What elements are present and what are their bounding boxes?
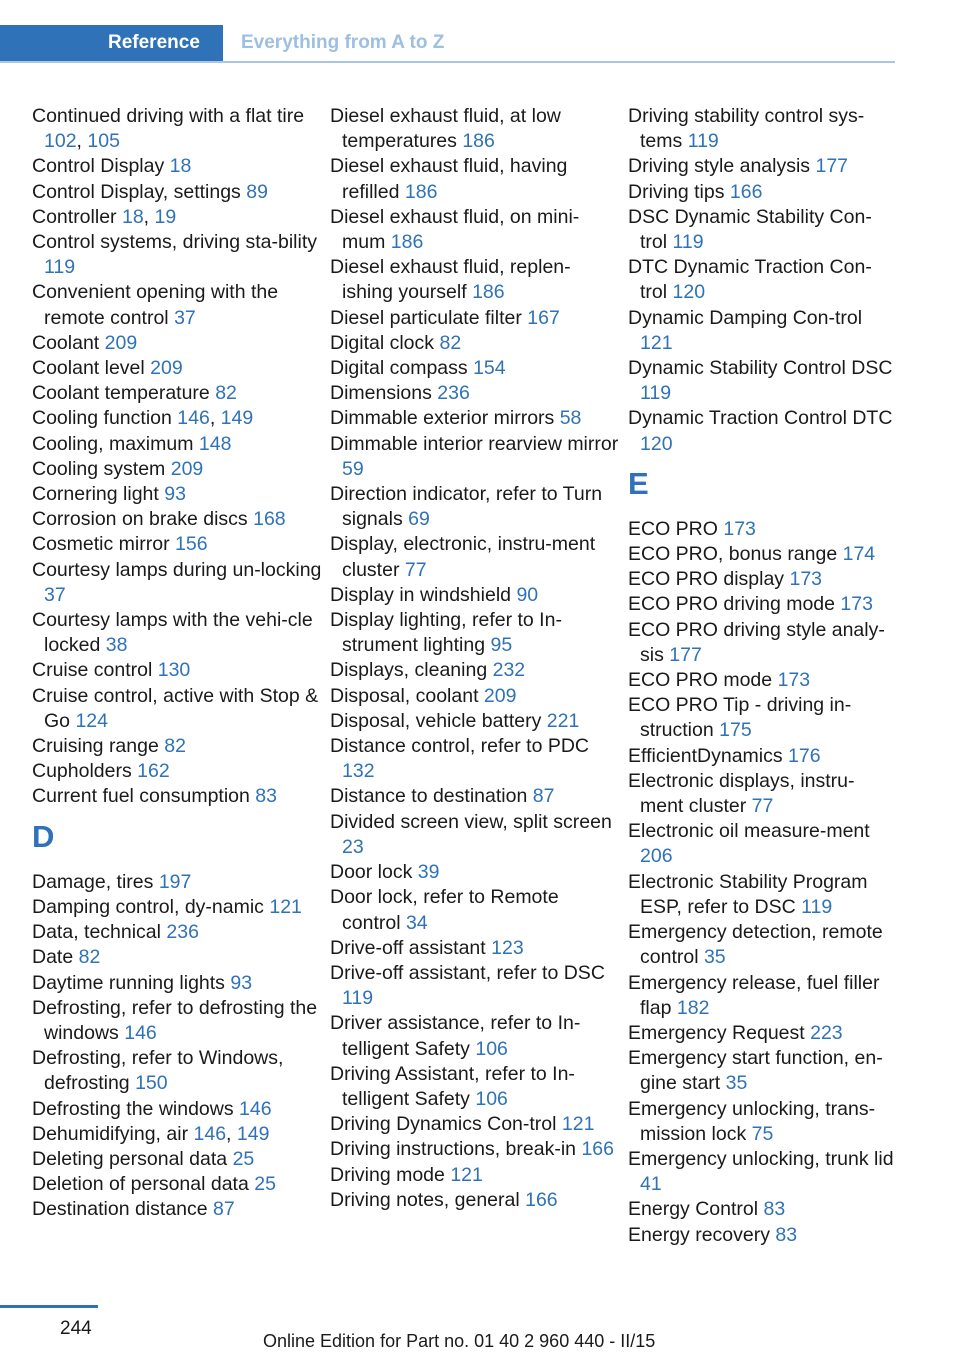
index-term: Damping control, dy-namic: [32, 895, 264, 918]
index-entry: [32, 971, 322, 996]
index-term: ECO PRO mode: [628, 669, 773, 692]
page-reference-link[interactable]: 236: [166, 921, 199, 944]
page-reference-link[interactable]: 177: [669, 643, 702, 666]
index-letter-heading: D: [32, 818, 55, 854]
index-term: Distance to destination: [330, 785, 528, 808]
index-term: Cooling, maximum: [32, 432, 194, 455]
index-term: Door lock: [330, 861, 413, 884]
index-entry: [628, 1223, 896, 1248]
page-reference-link[interactable]: 149: [220, 407, 254, 430]
index-entry: Dehumidifying, air 146, 149: [32, 1122, 270, 1145]
index-entry: [628, 205, 896, 255]
index-entry: [32, 1172, 322, 1197]
page-reference-link[interactable]: 18: [169, 155, 192, 178]
page-reference-link[interactable]: 166: [729, 180, 763, 203]
index-entry: [330, 205, 620, 255]
index-entry: [330, 709, 620, 734]
page-reference-link[interactable]: 39: [417, 861, 440, 884]
index-column-1: [32, 104, 322, 1223]
page-reference-link[interactable]: 119: [687, 130, 719, 153]
page-reference-link[interactable]: 41: [640, 1173, 662, 1196]
index-term: Cupholders: [32, 760, 132, 783]
index-term: ECO PRO display: [628, 568, 785, 591]
page-reference-link[interactable]: 18: [121, 205, 144, 228]
index-entry: [32, 1197, 322, 1222]
page-reference-link[interactable]: 90: [516, 583, 539, 606]
index-term: Driver assistance, refer to In-telligent Safety: [330, 1012, 581, 1060]
index-entry: [32, 432, 322, 457]
page-reference-link[interactable]: 146: [177, 407, 210, 430]
index-entry: [628, 693, 896, 743]
index-term: Control Display: [32, 155, 165, 178]
index-entry: [628, 1021, 896, 1046]
index-term: Dimmable exterior mirrors: [330, 407, 555, 430]
index-entry: [330, 532, 620, 582]
index-term: ECO PRO Tip - driving in-struction: [628, 694, 852, 742]
page-reference-link[interactable]: 186: [462, 130, 495, 153]
page-reference-link[interactable]: 121: [269, 895, 302, 918]
index-entry: [628, 104, 896, 154]
index-entry: [330, 255, 620, 305]
index-entry: [628, 356, 896, 406]
index-term: Driving tips: [628, 180, 725, 203]
page-reference-link[interactable]: 167: [527, 306, 560, 329]
index-column-3: [628, 104, 896, 1248]
page-reference-link[interactable]: 206: [640, 845, 673, 868]
index-term: Cruise control: [32, 659, 153, 682]
page-reference-link[interactable]: 209: [170, 457, 204, 480]
page-reference-link[interactable]: 124: [75, 709, 108, 732]
page-reference-link[interactable]: 175: [719, 719, 752, 742]
page-reference-link[interactable]: 93: [164, 483, 186, 506]
index-entry: [330, 810, 620, 860]
page-reference-link[interactable]: 35: [703, 946, 726, 969]
page-reference-link[interactable]: 83: [255, 785, 277, 808]
page-reference-link[interactable]: 166: [581, 1138, 614, 1161]
page-reference-link[interactable]: 119: [342, 987, 374, 1010]
page-reference-link[interactable]: 82: [439, 331, 462, 354]
page-reference-link[interactable]: 162: [137, 760, 170, 783]
index-entry: [628, 618, 896, 668]
index-term: Cooling function: [32, 407, 172, 430]
page-reference-link[interactable]: 37: [44, 583, 66, 606]
page-reference-link[interactable]: 209: [150, 357, 183, 380]
index-term: Emergency Request: [628, 1021, 805, 1044]
footer-accent-line: [0, 1305, 98, 1308]
index-entry: [330, 1188, 620, 1213]
index-term: Diesel exhaust fluid, on mini-mum: [330, 205, 580, 254]
index-entry: [32, 920, 322, 945]
index-entry: [628, 180, 896, 205]
page-reference-link[interactable]: 146: [193, 1122, 227, 1145]
page-reference-link[interactable]: 173: [777, 669, 811, 692]
index-term: Cosmetic mirror: [32, 533, 170, 556]
index-entry: [628, 255, 896, 305]
page-reference-link[interactable]: 87: [532, 785, 555, 808]
index-term: Energy Control: [628, 1198, 759, 1221]
index-term: ECO PRO, bonus range: [628, 543, 838, 566]
index-term: Driving notes, general: [330, 1188, 520, 1211]
index-entry: [32, 734, 322, 759]
page-reference-link[interactable]: 182: [676, 996, 710, 1019]
page-reference-link[interactable]: 121: [450, 1163, 483, 1186]
page-reference-link[interactable]: 102: [44, 130, 77, 153]
index-term: Driving instructions, break-in: [330, 1138, 577, 1161]
index-entry: [330, 1011, 620, 1061]
index-entry: [628, 1197, 896, 1222]
index-term: Diesel exhaust fluid, replen-ishing yourself: [330, 256, 571, 304]
index-term: ECO PRO driving mode: [628, 593, 835, 616]
index-term: ECO PRO: [628, 517, 718, 540]
page-reference-link[interactable]: 77: [404, 558, 427, 581]
page-reference-link[interactable]: 105: [87, 130, 120, 153]
index-term: Deleting personal data: [32, 1147, 228, 1170]
page-reference-link[interactable]: 69: [408, 508, 430, 531]
page-reference-link[interactable]: 58: [559, 407, 582, 430]
index-entry: [32, 482, 322, 507]
index-entry: [32, 356, 322, 381]
index-entry: [32, 1147, 322, 1172]
index-term: Continued driving with a flat tire: [32, 105, 305, 127]
page-reference-link[interactable]: 176: [788, 744, 821, 767]
index-entry: [32, 532, 322, 557]
index-term: Direction indicator, refer to Turn signals: [330, 483, 603, 531]
index-entry: [330, 406, 620, 431]
index-entry: [628, 592, 896, 617]
index-term: Driving Assistant, refer to In-telligent Safety: [330, 1062, 575, 1110]
section-tab: Reference: [0, 25, 223, 61]
page-reference-link[interactable]: 132: [342, 760, 375, 783]
page-reference-link[interactable]: 77: [751, 795, 774, 818]
index-term: Electronic Stability Program ESP, refer to DSC: [628, 870, 868, 918]
index-term: Driving Dynamics Con-trol: [330, 1113, 557, 1136]
index-entry: [330, 608, 620, 658]
index-entry: [330, 381, 620, 406]
index-term: Corrosion on brake discs: [32, 508, 248, 531]
page-reference-link[interactable]: 121: [640, 331, 673, 354]
index-term: Disposal, vehicle battery: [330, 709, 542, 732]
index-entry: Cooling function 146, 149: [32, 407, 254, 430]
index-entry: [330, 104, 620, 154]
page-reference-link[interactable]: 25: [254, 1173, 276, 1196]
index-term: Defrosting, refer to Windows, defrosting: [32, 1047, 284, 1095]
index-entry: [628, 819, 896, 869]
page-reference-link[interactable]: 197: [158, 870, 192, 893]
index-entry: [330, 784, 620, 809]
index-term: Dehumidifying, air: [32, 1122, 189, 1145]
index-term: Driving mode: [330, 1163, 445, 1186]
index-term: Coolant: [32, 331, 100, 354]
page-reference-link[interactable]: 82: [215, 382, 237, 405]
index-term: Digital clock: [330, 331, 435, 354]
index-term: Distance control, refer to PDC: [330, 735, 590, 758]
page-reference-link[interactable]: 221: [546, 709, 580, 732]
page-reference-link[interactable]: 83: [775, 1223, 798, 1246]
index-term: Driving style analysis: [628, 155, 811, 178]
index-entry: [628, 542, 896, 567]
index-term: Cornering light: [32, 483, 159, 506]
index-entry: [628, 517, 896, 542]
index-entry: [32, 180, 322, 205]
index-entry: [628, 870, 896, 920]
index-entry: [330, 1163, 620, 1188]
index-entry: [32, 870, 322, 895]
page-reference-link[interactable]: 209: [104, 331, 138, 354]
index-term: Daytime running lights: [32, 971, 225, 994]
index-term: Driving stability control sys-tems: [628, 105, 865, 153]
index-entry: [628, 154, 896, 179]
subsection-tab: Everything from A to Z: [241, 32, 445, 53]
page-reference-link[interactable]: 174: [842, 543, 876, 566]
index-entry: [32, 784, 322, 809]
index-entry: [32, 280, 322, 330]
index-term: Emergency detection, remote control: [628, 921, 883, 969]
page-reference-link[interactable]: 120: [672, 281, 706, 304]
index-term: Electronic displays, instru-ment cluster: [628, 769, 855, 818]
index-term: Electronic oil measure-ment: [628, 820, 870, 843]
index-term: Dimensions: [330, 382, 432, 405]
page-reference-link[interactable]: 119: [672, 231, 704, 254]
index-term: Energy recovery: [628, 1223, 770, 1246]
index-term: Drive-off assistant: [330, 936, 486, 959]
page-reference-link[interactable]: 168: [253, 508, 286, 531]
index-letter-heading: E: [628, 465, 649, 501]
index-entry: [32, 558, 322, 608]
index-entry: [32, 1097, 322, 1122]
index-term: Courtesy lamps during un-locking: [32, 558, 322, 581]
index-term: Cooling system: [32, 457, 166, 480]
index-entry: [330, 658, 620, 683]
page-reference-link[interactable]: 120: [640, 432, 673, 455]
index-term: Data, technical: [32, 921, 161, 944]
page-reference-link[interactable]: 173: [840, 593, 873, 616]
page-reference-link[interactable]: 232: [492, 659, 526, 682]
index-entry: [32, 331, 322, 356]
index-term: Control Display, settings: [32, 180, 241, 203]
page-reference-link[interactable]: 37: [174, 306, 196, 329]
index-entry: [330, 583, 620, 608]
index-entry: [330, 885, 620, 935]
page-number: 244: [60, 1318, 92, 1339]
index-term: Digital compass: [330, 357, 468, 380]
index-entry: [32, 759, 322, 784]
page-reference-link[interactable]: 154: [473, 357, 506, 380]
index-term: EfficientDynamics: [628, 744, 783, 767]
index-term: Disposal, coolant: [330, 684, 479, 707]
index-term: Deletion of personal data: [32, 1173, 249, 1196]
index-entry: [330, 684, 620, 709]
index-term: Current fuel consumption: [32, 785, 250, 808]
page-reference-link[interactable]: 173: [723, 517, 756, 540]
page-reference-link[interactable]: 146: [124, 1021, 157, 1044]
index-entry: [32, 895, 322, 920]
index-entry: [32, 457, 322, 482]
index-entry: [330, 1062, 620, 1112]
page-reference-link[interactable]: 38: [105, 634, 128, 657]
index-term: Door lock, refer to Remote control: [330, 886, 559, 934]
index-entry: [330, 961, 620, 1011]
index-term: Coolant level: [32, 357, 145, 380]
page-reference-link[interactable]: 146: [239, 1097, 272, 1120]
index-entry: [628, 406, 896, 456]
index-entry: [330, 860, 620, 885]
page-reference-link[interactable]: 209: [483, 684, 517, 707]
page-reference-link[interactable]: 123: [491, 936, 524, 959]
index-entry: [32, 608, 322, 658]
page-reference-link[interactable]: 82: [164, 735, 186, 758]
index-entry: [32, 381, 322, 406]
index-entry: [32, 154, 322, 179]
index-entry: [330, 331, 620, 356]
page-reference-link[interactable]: 236: [437, 382, 470, 405]
page-reference-link[interactable]: 173: [789, 568, 823, 591]
running-header: [0, 25, 895, 63]
index-term: DTC Dynamic Traction Con-trol: [628, 256, 872, 304]
index-term: Coolant temperature: [32, 382, 210, 405]
index-entry: [330, 306, 620, 331]
index-term: Divided screen view, split screen: [330, 810, 612, 833]
index-entry: [628, 306, 896, 356]
page-reference-link[interactable]: 35: [725, 1072, 748, 1095]
index-term: Control systems, driving sta-bility: [32, 231, 317, 254]
index-term: Display lighting, refer to In-strument lighting: [330, 609, 562, 657]
index-term: Cruise control, active with Stop & Go: [32, 684, 319, 732]
page-reference-link[interactable]: 156: [175, 533, 208, 556]
page-reference-link[interactable]: 223: [810, 1021, 843, 1044]
page-reference-link[interactable]: 95: [490, 634, 513, 657]
page-reference-link[interactable]: 93: [230, 971, 253, 994]
page-reference-link[interactable]: 25: [232, 1147, 255, 1170]
index-entry: [32, 996, 322, 1046]
page-reference-link[interactable]: 119: [44, 256, 76, 279]
index-entry: [628, 1046, 896, 1096]
index-entry: [330, 356, 620, 381]
index-entry: [32, 230, 322, 280]
index-entry: [628, 744, 896, 769]
index-entry: [330, 154, 620, 204]
index-term: Destination distance: [32, 1198, 208, 1221]
index-entry: [32, 507, 322, 532]
index-entry: [330, 1137, 620, 1162]
page-reference-link[interactable]: 186: [404, 180, 438, 203]
page-reference-link[interactable]: 83: [763, 1198, 786, 1221]
index-entry: [330, 1112, 620, 1137]
index-entry: [32, 684, 322, 734]
index-term: Dimmable interior rearview mirror: [330, 432, 619, 455]
index-entry: [628, 971, 896, 1021]
index-term: Dynamic Stability Control DSC: [628, 357, 893, 380]
index-term: Courtesy lamps with the vehi-cle locked: [32, 609, 313, 657]
index-entry: [330, 734, 620, 784]
index-term: Drive-off assistant, refer to DSC: [330, 961, 605, 984]
index-entry: [32, 658, 322, 683]
index-entry: [628, 920, 896, 970]
index-term: Diesel exhaust fluid, having refilled: [330, 155, 568, 203]
index-entry: [628, 567, 896, 592]
index-term: Emergency release, fuel filler flap: [628, 971, 880, 1019]
index-entry: [330, 936, 620, 961]
index-term: Display, electronic, instru-ment cluster: [330, 533, 596, 581]
index-term: Convenient opening with the remote control: [32, 281, 279, 329]
page-reference-link[interactable]: 106: [475, 1037, 508, 1060]
page-reference-link[interactable]: 19: [154, 205, 177, 228]
index-entry: [330, 482, 620, 532]
index-term: Defrosting the windows: [32, 1097, 234, 1120]
index-column-2: [330, 104, 620, 1213]
page-reference-link[interactable]: 23: [342, 835, 364, 858]
index-term: Emergency unlocking, trans-mission lock: [628, 1097, 876, 1145]
index-term: Cruising range: [32, 735, 159, 758]
index-entry: [628, 668, 896, 693]
index-entry: Controller 18, 19: [32, 205, 177, 228]
index-term: Emergency start function, en-gine start: [628, 1047, 883, 1095]
page-reference-link[interactable]: 150: [135, 1072, 168, 1095]
index-term: Dynamic Traction Control DTC: [628, 407, 893, 430]
index-term: Displays, cleaning: [330, 659, 488, 682]
page-reference-link[interactable]: 119: [801, 895, 833, 918]
page-reference-link[interactable]: 121: [561, 1113, 595, 1136]
index-term: Diesel particulate filter: [330, 306, 522, 329]
index-entry: [32, 1046, 322, 1096]
page-reference-link[interactable]: 186: [472, 281, 505, 304]
page-reference-link[interactable]: 177: [815, 155, 849, 178]
page-reference-link[interactable]: 148: [198, 432, 232, 455]
page-reference-link[interactable]: 166: [525, 1188, 558, 1211]
page-reference-link[interactable]: 186: [390, 231, 424, 254]
index-term: Date: [32, 946, 74, 969]
index-term: Diesel exhaust fluid, at low temperatures: [330, 105, 561, 153]
page-reference-link[interactable]: 149: [236, 1122, 270, 1145]
index-entry: [32, 945, 322, 970]
index-term: Display in windshield: [330, 583, 512, 606]
page-reference-link[interactable]: 59: [342, 457, 364, 480]
page-reference-link[interactable]: 34: [405, 911, 428, 934]
page-reference-link[interactable]: 87: [213, 1198, 235, 1221]
index-entry: [628, 769, 896, 819]
page-reference-link[interactable]: 89: [246, 180, 268, 203]
index-entry: [628, 1097, 896, 1147]
index-entry: Continued driving with a flat tire 102, 105: [32, 105, 305, 153]
index-term: Defrosting, refer to defrosting the windows: [32, 996, 318, 1044]
index-entry: [628, 1147, 896, 1197]
index-term: Damage, tires: [32, 870, 154, 893]
index-term: Emergency unlocking, trunk lid: [628, 1147, 894, 1170]
page-reference-link[interactable]: 75: [751, 1122, 774, 1145]
page-reference-link[interactable]: 106: [475, 1087, 508, 1110]
index-term: ECO PRO driving style analy-sis: [628, 618, 885, 666]
page-reference-link[interactable]: 82: [78, 946, 101, 969]
index-term: Dynamic Damping Con-trol: [628, 306, 863, 329]
index-term: DSC Dynamic Stability Con-trol: [628, 205, 872, 254]
index-term: Controller: [32, 205, 117, 228]
page-reference-link[interactable]: 130: [157, 659, 191, 682]
edition-note: Online Edition for Part no. 01 40 2 960 440 - II/15: [263, 1331, 656, 1351]
index-entry: [330, 432, 620, 482]
page-reference-link[interactable]: 119: [640, 382, 672, 405]
